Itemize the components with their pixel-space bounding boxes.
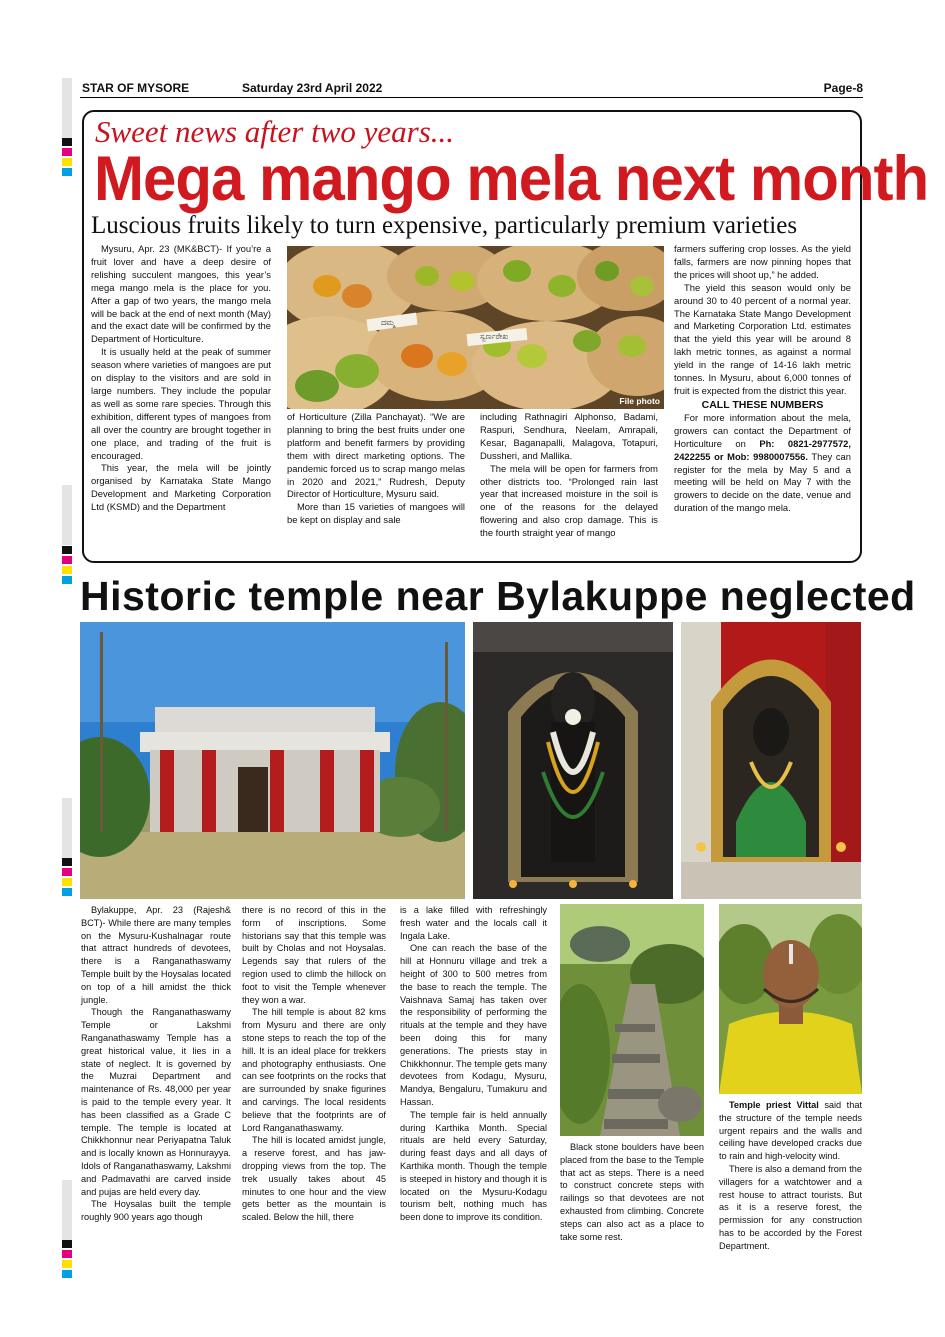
priest-photo bbox=[719, 904, 862, 1094]
issue-date: Saturday 23rd April 2022 bbox=[242, 81, 383, 95]
mango-subhead: Luscious fruits likely to turn expensive, particularly premium varieties bbox=[91, 212, 798, 239]
paragraph: There is also a demand from the villagers for a watchtower and a rest house to attract tourists. But as it is a reserve forest, the permission for any construction has to be accorded by the Forest Department. bbox=[719, 1163, 862, 1251]
temple-column-4 bbox=[560, 1141, 704, 1243]
call-numbers-heading: CALL THESE NUMBERS bbox=[701, 398, 824, 411]
caption-name: Temple priest Vittal bbox=[729, 1100, 819, 1110]
paragraph: This year, the mela will be jointly organised by Karnataka State Mango Development and Marketing Corporation Ltd (KSMD) and the Department bbox=[91, 462, 271, 513]
mango-column-1 bbox=[91, 243, 271, 514]
caption-text: said that the structure of the temple needs urgent repairs and the walls and ceiling have developed cracks due to rain and high-velocity wind. bbox=[719, 1100, 862, 1162]
color-mark-black bbox=[62, 546, 72, 554]
paragraph: More than 15 varieties of mangoes will be kept on display and sale bbox=[287, 501, 465, 526]
color-mark-cyan bbox=[62, 888, 72, 896]
phone-numbers: Ph: 0821-2977572, 2422255 or Mob: 9980007556. bbox=[674, 437, 851, 462]
paragraph: The hill is located amidst jungle, a reserve forest, and has jaw-dropping views from the top. The trek usually takes about 45 minutes to one hour and the view gets better as the mountain is scaled. Below the hill, there bbox=[242, 1135, 386, 1223]
paragraph: The yield this season would only be around 30 to 40 percent of a normal year. The Karnataka State Mango Development and Marketing Corporation Ltd. estimates that the yield this year will be around 8 lakh metric tonnes, as against a normal yield in the range of 14-16 lakh metric tonnes. In Mysuru, about 6,000 tonnes of fruit is expected from the district this year. bbox=[674, 281, 851, 396]
print-margin-strip bbox=[62, 485, 72, 545]
color-mark-yellow bbox=[62, 566, 72, 574]
stone-steps-photo bbox=[560, 904, 704, 1136]
photo-credit: File photo bbox=[619, 396, 660, 406]
paragraph: The temple fair is held annually during Karthika Month. Special rituals are held every Saturday, during feast days and all days of Karthika month. Though the temple is steeped in history and though it is located on the Mysuru-Kodagu tourism belt, nothing much has been done to improve its condition. bbox=[400, 1109, 547, 1223]
color-mark-black bbox=[62, 1240, 72, 1248]
mango-tag-label: ದಮ್ಮ bbox=[381, 318, 395, 327]
color-mark-yellow bbox=[62, 878, 72, 886]
paragraph: Bylakuppe, Apr. 23 (Rajesh& BCT)- While there are many temples on the Mysuru-Kushalnagar route that attract hundreds of devotees, there is a Ranganathaswamy Temple built by the Hoysalas located on top of a hill amidst the thick jungle. bbox=[81, 905, 231, 1005]
temple-column-3 bbox=[400, 904, 547, 1224]
paragraph: Mysuru, Apr. 23 (MK&BCT)- If you’re a fruit lover and have a deep desire of relishing succulent mangoes, this year’s mega mango mela is the place for you. After a gap of two years, the mango mela will be back at the end of next month (May) and the exact date will be confirmed by the Department of Horticulture. bbox=[91, 243, 271, 345]
paragraph: The Hoysalas built the temple roughly 900 years ago though bbox=[81, 1199, 231, 1223]
call-text: They can register for the mela by May 5 and a meeting will be held on May 7 with the growers to decide on the date, venue and duration of the mango mela. bbox=[674, 450, 851, 514]
priest-caption bbox=[719, 1099, 862, 1163]
paragraph: Black stone boulders have been placed from the base to the Temple that act as steps. There is a need to construct concrete steps with railings so that devotees are not exhausted from climbing. Concrete steps can also act as a place to take some rest. bbox=[560, 1142, 704, 1242]
temple-column-2 bbox=[242, 904, 386, 1224]
paragraph: farmers suffering crop losses. As the yield falls, farmers are now pinning hopes that the prices will shoot up,” he added. bbox=[674, 243, 851, 280]
mango-tag-label: ಸ್ವರ್ಣರೇಖ bbox=[480, 332, 509, 341]
color-mark-magenta bbox=[62, 148, 72, 156]
color-mark-black bbox=[62, 858, 72, 866]
color-mark-magenta bbox=[62, 1250, 72, 1258]
paragraph: of Horticulture (Zilla Panchayat). “We are planning to bring the best fruits under one platform and benefit farmers by providing them with direct marketing options. The pandemic forced us to scrap mango melas in 2020 and 2021,” Rudresh, Deputy Director of Horticulture, Mysuru said. bbox=[287, 411, 465, 500]
temple-column-1 bbox=[81, 904, 231, 1224]
page-header bbox=[80, 80, 863, 98]
color-mark-magenta bbox=[62, 868, 72, 876]
color-mark-yellow bbox=[62, 1260, 72, 1268]
print-margin-strip bbox=[62, 1180, 72, 1240]
temple-column-5 bbox=[719, 1099, 862, 1253]
goddess-idol-photo bbox=[681, 622, 861, 899]
temple-exterior-photo bbox=[80, 622, 465, 899]
mango-headline: Mega mango mela next month bbox=[94, 143, 929, 214]
call-text: For more information about the mela, growers can contact the Department of Horticulture on bbox=[674, 411, 851, 449]
mango-column-4 bbox=[674, 243, 851, 515]
paragraph: One can reach the base of the hill at Honnuru village and trek a height of 300 to 500 metres from the base to reach the temple. The Vaishnava Samaj has taken over the responsibility of performing the rituals at the temple and they have been doing this for many generations. The priests stay in Chikkhonnur. The temple gets many devotees from Kodagu, Mysuru, Mandya, Bengaluru, Tumakuru and Hassan. bbox=[400, 943, 547, 1107]
paragraph: there is no record of this in the form of inscriptions. Some historians say that this temple was built by Cholas and not Hoysalas. Legends say that rulers of the region used to climb the hillock on foot to visit the Temple whenever they won a war. bbox=[242, 905, 386, 1005]
temple-headline: Historic temple near Bylakuppe neglected bbox=[80, 573, 916, 619]
mango-photo bbox=[287, 246, 664, 409]
color-mark-black bbox=[62, 138, 72, 146]
mango-column-2 bbox=[287, 411, 465, 527]
color-mark-cyan bbox=[62, 168, 72, 176]
paragraph: It is usually held at the peak of summer season where varieties of mangoes are put on display to the visitors and are sold in large numbers. They include the popular as well as some rare species. Through this exhibition, different types of mangoes from all over the country are brought together in one place, and trading of the fruit is encouraged. bbox=[91, 346, 271, 461]
paragraph: The hill temple is about 82 kms from Mysuru and there are only stone steps to reach the top of the hill. It is an ideal place for trekkers and photography enthusiasts. One can see footprints on the rocks that are surrounded by snake figurines and carvings. The local residents believe that the footprints are of Lord Ranganathaswamy. bbox=[242, 1007, 386, 1133]
call-paragraph bbox=[674, 412, 851, 515]
paragraph: is a lake filled with refreshingly fresh water and the locals call it Ingala Lake. bbox=[400, 905, 547, 941]
color-mark-cyan bbox=[62, 576, 72, 584]
paper-name: STAR OF MYSORE bbox=[82, 81, 190, 95]
deity-idol-photo bbox=[473, 622, 673, 899]
color-mark-magenta bbox=[62, 556, 72, 564]
color-mark-yellow bbox=[62, 158, 72, 166]
paragraph: The mela will be open for farmers from other districts too. “Prolonged rain last year that increased moisture in the soil is one of the reasons for the delayed flowering and also crop damage. This is the fourth straight year of mango bbox=[480, 462, 658, 539]
print-margin-strip bbox=[62, 78, 72, 138]
page-number: Page-8 bbox=[823, 81, 863, 95]
paragraph: including Rathnagiri Alphonso, Badami, Raspuri, Sendhura, Neelam, Amrapali, Kesar, Baganapalli, Malagova, Totapuri, Dussheri, and Mallika. bbox=[480, 411, 658, 461]
mango-kicker: Sweet news after two years... bbox=[95, 114, 455, 149]
paragraph: Though the Ranganathaswamy Temple or Lakshmi Ranganathaswamy Temple has a great historical value, it lies in a state of neglect. It is governed by the Muzrai Department and maintenance of Rs. 48,000 per year is paid to the temple every year. It has been classified as a Grade C temple. The temple is located at Chikkhonnur near Periyapatna Taluk and is locally known as Honnurayya. Idols of Ranganathaswamy, Lakshmi and Padmavathi are carved inside and pujas are held every day. bbox=[81, 1007, 231, 1197]
color-mark-cyan bbox=[62, 1270, 72, 1278]
print-margin-strip bbox=[62, 798, 72, 858]
mango-column-3 bbox=[480, 411, 658, 540]
